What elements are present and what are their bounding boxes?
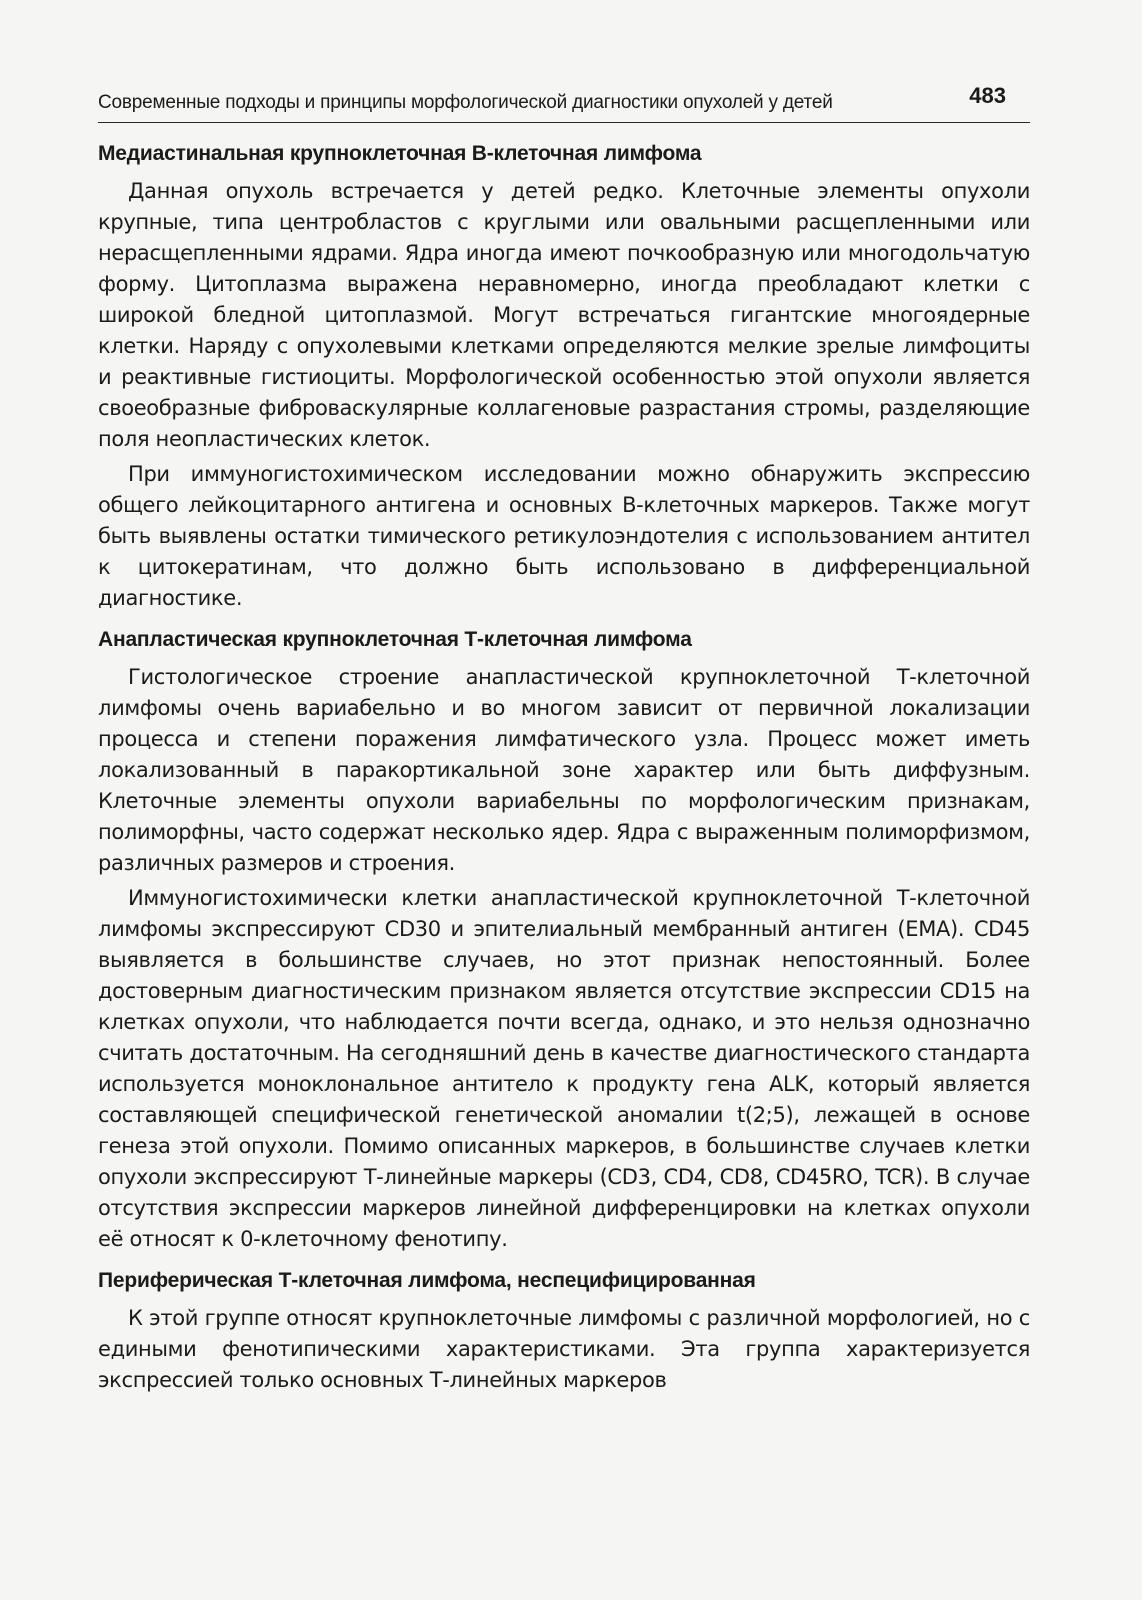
section-heading: Медиастинальная крупноклеточная В-клеточная лимфома: [98, 142, 702, 165]
section-heading: Периферическая Т-клеточная лимфома, неспецифицированная: [98, 1269, 756, 1292]
section-heading: Анапластическая крупноклеточная Т-клеточная лимфома: [98, 628, 692, 651]
paragraph: К этой группе относят крупноклеточные лимфомы с различной морфологией, но с едиными фенотипическими характеристиками. Эта группа характеризуется экспрессией только основных Т-линейных маркеров: [98, 1306, 1030, 1392]
section-mediastinal-lymphoma: [98, 140, 1030, 614]
section-peripheral-lymphoma: [98, 1267, 1030, 1396]
section-anaplastic-lymphoma: [98, 626, 1030, 1255]
paragraph: Гистологическое строение анапластической крупноклеточной Т-клеточной лимфомы очень вариабельно и во многом зависит от первичной локализации процесса и степени поражения лимфатического узла. Процесс может иметь локализованный в паракортикальной зоне характер или быть диффузным. Клеточные элементы опухоли вариабельны по морфологическим признакам, полиморфны, часто содержат несколько ядер. Ядра с выраженным полиморфизмом, различных размеров и строения.: [98, 665, 1030, 875]
paragraph: Данная опухоль встречается у детей редко. Клеточные элементы опухоли крупные, типа центробластов с круглыми или овальными расщепленными или нерасщепленными ядрами. Ядра иногда имеют почкообразную или многодольчатую форму. Цитоплазма выражена неравномерно, иногда преобладают клетки с широкой бледной цитоплазмой. Могут встречаться гигантские многоядерные клетки. Наряду с опухолевыми клетками определяются мелкие зрелые лимфоциты и реактивные гистиоциты. Морфологической особенностью этой опухоли является своеобразные фиброваскулярные коллагеновые разрастания стромы, разделяющие поля неопластических клеток.: [98, 179, 1030, 451]
running-title: Современные подходы и принципы морфологической диагностики опухолей у детей: [98, 92, 833, 113]
book-page: [98, 80, 1030, 1392]
paragraph: При иммуногистохимическом исследовании можно обнаружить экспрессию общего лейкоцитарного антигена и основных В-клеточных маркеров. Также могут быть выявлены остатки тимического ретикулоэндотелия с использованием антител к цитокератинам, что должно быть использовано в дифференциальной диагностике.: [98, 462, 1030, 610]
paragraph: Иммуногистохимически клетки анапластической крупноклеточной Т-клеточной лимфомы экспрессируют CD30 и эпителиальный мембранный антиген (ЕМА). CD45 выявляется в большинстве случаев, но этот признак непостоянный. Более достоверным диагностическим признаком является отсутствие экспрессии CD15 на клетках опухоли, что наблюдается почти всегда, однако, и это нельзя однозначно считать достаточным. На сегодняшний день в качестве диагностического стандарта используется моноклональное антитело к продукту гена ALK, который является составляющей специфической генетической аномалии t(2;5), лежащей в основе генеза этой опухоли. Помимо описанных маркеров, в большинстве случаев клетки опухоли экспрессируют Т-линейные маркеры (CD3, CD4, CD8, CD45RO, TCR). В случае отсутствия экспрессии маркеров линейной дифференцировки на клетках опухоли её относят к 0-клеточному фенотипу.: [98, 886, 1030, 1251]
page-number: 483: [969, 83, 1006, 108]
running-header: [98, 80, 1030, 120]
header-rule: [98, 122, 1030, 123]
page-content: [98, 140, 1030, 1400]
